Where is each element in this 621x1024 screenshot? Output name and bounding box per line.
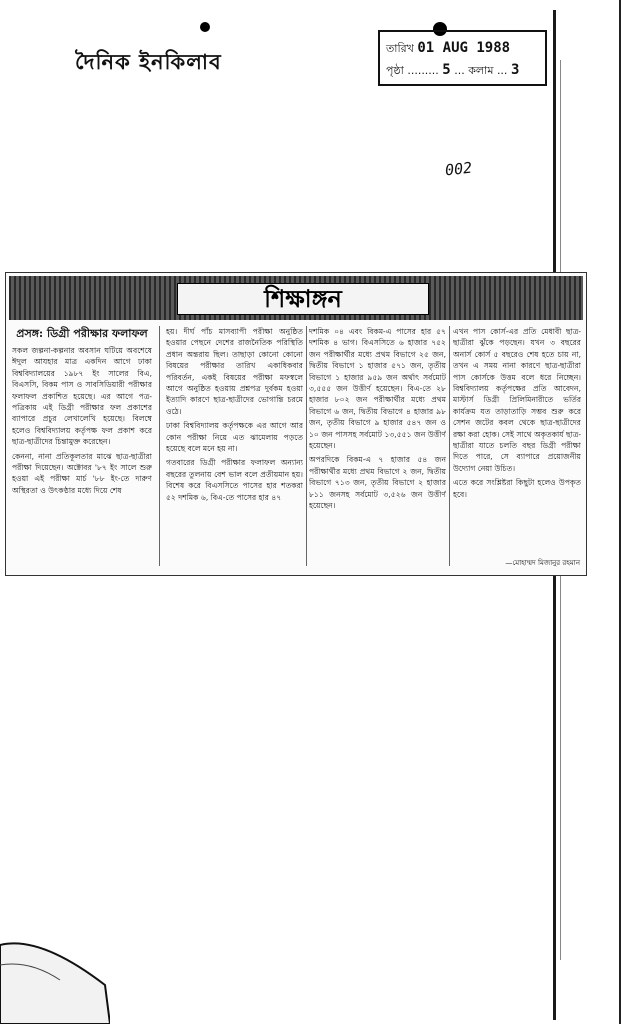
stamp-page-label: পৃষ্ঠা (386, 64, 404, 77)
article-byline: —মোহাম্মদ মিজানুর রহমান (505, 559, 580, 567)
article-column-3 (309, 326, 446, 568)
article-headline: প্রসঙ্গ: ডিগ্রী পরীক্ষার ফলাফল (16, 327, 148, 340)
article-column-4 (453, 326, 581, 568)
section-banner (9, 276, 583, 320)
article-paragraph: দশমিক ০৪ এবং বিকম-এ পাসের হার ৫৭ দশমিক ৪ ভাগ। বিএসসিতে ৬ হাজার ৭৫২ জন পরীক্ষার্থীর মধ্যে প্রথম বিভাগে ২৫ জন, দ্বিতীয় বিভাগে ১ হাজার ৫৭১ জন, তৃতীয় বিভাগে ১ হাজার ৯৫৯ জন অর্থাৎ সর্বমোট ৩,৫৫৫ জন উত্তীর্ণ হয়েছেন। বিএ-তে ২৮ হাজার ৮০২ জন পরীক্ষার্থীর মধ্যে প্রথম বিভাগে ৬ জন, দ্বিতীয় বিভাগে ৪ হাজার ৯৮ জন, তৃতীয় বিভাগে ৯ হাজার ৫৪৭ জন ও ১০ জন পাসসহ সর্বমোট ১৩,৫৫১ জন উত্তীর্ণ হয়েছেন। (309, 327, 446, 451)
stamp-date-label: তারিখ (386, 42, 414, 55)
article-paragraph: এখন পাস কোর্স-এর প্রতি মেধাবী ছাত্র-ছাত্রীরা ঝুঁকে পড়ছেন। যখন ৩ বছরের অনার্স কোর্স ৫ বছরেও শেষ হতে চায় না, তখন এ সময় নানা কারণে ছাত্র-ছাত্রীরা পাস কোর্সকে উত্তম বলে ধরে নিচ্ছেন। বিশ্ববিদ্যালয় কর্তৃপক্ষের প্রতি আবেদন, মাস্টার্স ডিগ্রী প্রিলিমিনারীতে ভর্তির কার্যক্রম যত তাড়াতাড়ি সম্ভব শুরু করে সেশন জটের কবল থেকে ছাত্র-ছাত্রীদের রক্ষা করা হোক। সেই সাথে অকৃতকার্য ছাত্র-ছাত্রীরা যাতে চলতি বছর ডিগ্রী পরীক্ষা দিতে পারে, সে ব্যাপারে প্রয়োজনীয় উদ্যোগ নেয়া উচিত। (453, 327, 581, 473)
article-column-1 (12, 326, 152, 568)
column-divider (306, 326, 307, 566)
column-divider (159, 326, 160, 566)
handwritten-reference-number: 002 (444, 158, 473, 180)
section-title: শিক্ষাঙ্গন (177, 283, 429, 315)
stamp-page-value: 5 (442, 62, 451, 78)
stamp-date-value: 01 AUG 1988 (417, 40, 511, 56)
article-paragraph: গতবারের ডিগ্রী পরীক্ষার ফলাফল অন্যান্য বছরের তুলনায় বেশ ভাল বলে প্রতীয়মান হয়। বিশেষ করে বিএসসিতে পাসের হার শতকরা ৫২ দশমিক ৬, বিএ-তে পাসের হার ৪৭ (166, 458, 303, 502)
article-paragraph: এতে করে সংশ্লিষ্টরা কিছুটা হলেও উপকৃত হবে। (453, 478, 581, 499)
article-paragraph: সকল জল্পনা-কল্পনার অবসান ঘটিয়ে অবশেষে ঈদুল আযহার মাত্র একদিন আগে ঢাকা বিশ্ববিদ্যালয়ের ১৯৮৭ ইং সালের বিএ, বিএসসি, বিকম পাস ও সাবসিডিয়ারী পরীক্ষার ফলাফল প্রকাশিত হয়েছে। এর আগে পত্র-পত্রিকায় এই ডিগ্রী পরীক্ষার ফল প্রকাশের ব্যাপারে প্রচুর লেখালেখি হয়েছে। বিলম্বে হলেও বিশ্ববিদ্যালয় কর্তৃপক্ষ ফল প্রকাশ করে ছাত্র-ছাত্রীদের চিন্তামুক্ত করেছেন। (12, 346, 152, 447)
stamp-column-label: কলাম (468, 64, 494, 77)
article-column-2 (166, 326, 303, 568)
article-paragraph: হয়। দীর্ঘ পাঁচ মাসব্যাপী পরীক্ষা অনুষ্ঠিত হওয়ার পেছনে দেশের রাজনৈতিক পরিস্থিতি প্রধান অন্তরায় ছিল। তাছাড়া কোনো কোনো বিষয়ের পরীক্ষার তারিখ একাধিকবার পরিবর্তন, একই বিষয়ের পরীক্ষা মফস্বলে আগে অনুষ্ঠিত হওয়ায় প্রশ্নপত্র দুর্বকম হওয়া ইত্যাদি কারণে ছাত্র-ছাত্রীদের ভোগান্তি চরমে ওঠে। (166, 327, 303, 416)
filing-stamp: তারিখ 01 AUG 1988 পৃষ্ঠা ......... 5 ... কলাম ... 3 (378, 30, 547, 86)
column-divider (449, 326, 450, 566)
folded-corner-mark (0, 935, 110, 1024)
article-paragraph: ঢাকা বিশ্ববিদ্যালয় কর্তৃপক্ষকে এর আগে আর কোন পরীক্ষা নিয়ে এত ঝামেলায় পড়তে হয়েছে বলে মনে হয় না। (166, 421, 303, 454)
newspaper-masthead: দৈনিক ইনকিলাব (75, 50, 222, 74)
stamp-column-value: 3 (510, 62, 520, 78)
article-paragraph: অপরদিকে বিকম-এ ৭ হাজার ৫৪ জন পরীক্ষার্থীর মধ্যে প্রথম বিভাগে ২ জন, দ্বিতীয় বিভাগে ৭১৩ জন, তৃতীয় বিভাগে ২ হাজার ৮১১ জনসহ সর্বমোট ৩,৫২৬ জন উত্তীর্ণ হয়েছেন। (309, 455, 446, 511)
punch-hole-mark (200, 22, 210, 32)
newspaper-clipping (5, 272, 587, 576)
article-paragraph: কেননা, নানা প্রতিকূলতার মাঝে ছাত্র-ছাত্রীরা পরীক্ষা দিয়েছেন। অক্টোবর '৮৭ ইং সালে শুরু হওয়া এই পরীক্ষা মার্চ '৮৮ ইং-তে দারুণ অস্থিরতা ও উৎকণ্ঠার মধ্যে দিয়ে শেষ (12, 451, 152, 495)
